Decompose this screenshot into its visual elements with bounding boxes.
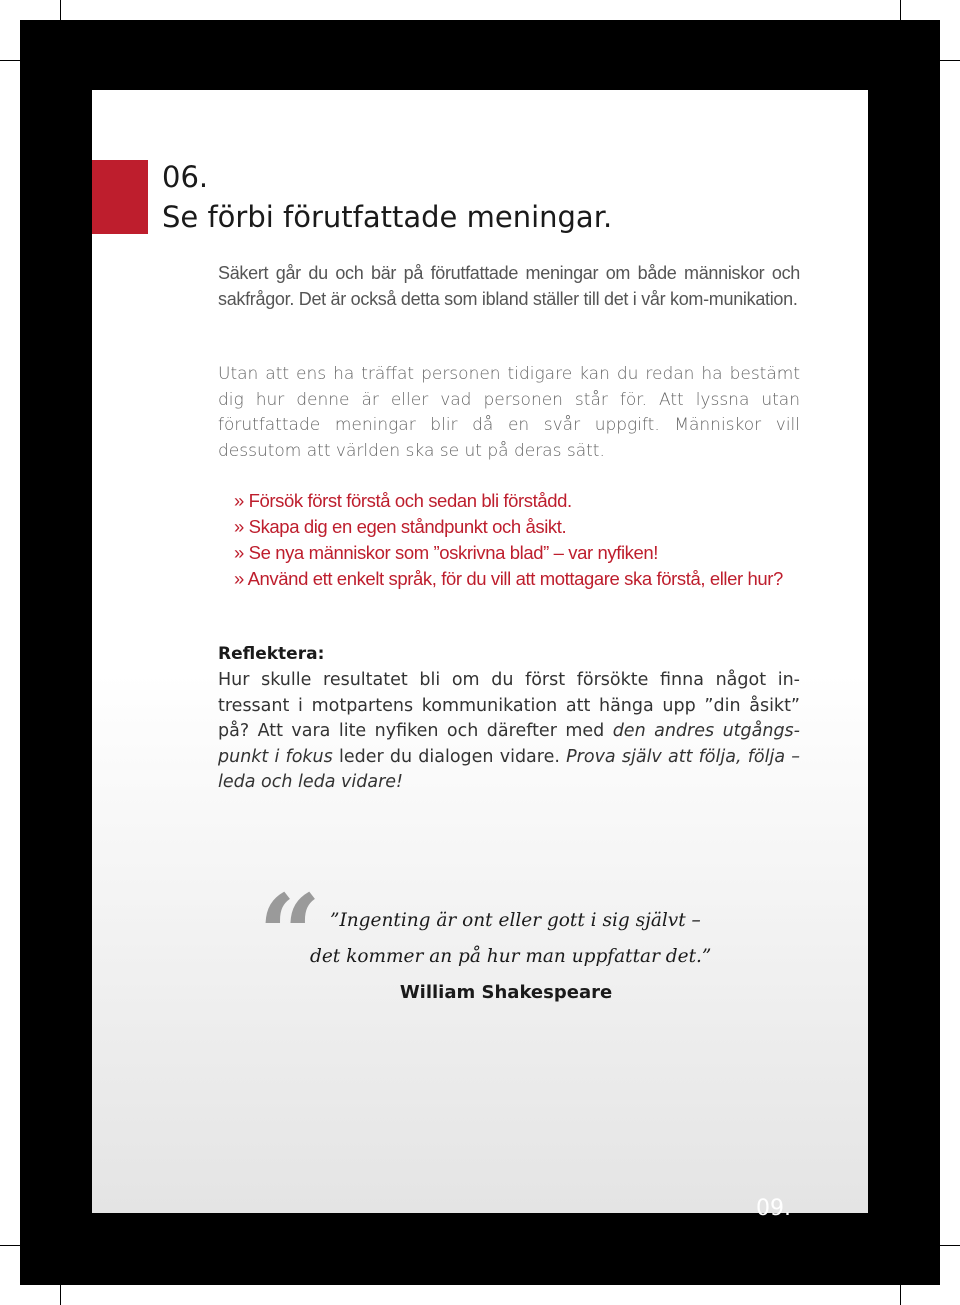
quote-mark-icon: “	[258, 870, 322, 999]
quote-line: ”Ingenting är ont eller gott i sig självt –	[330, 910, 701, 931]
chapter-title: Se förbi förutfattade meningar.	[162, 200, 613, 234]
tip-item: » Se nya människor som ”oskrivna blad” – var nyfiken!	[234, 542, 659, 563]
reflect-text: leder du dialogen vidare.	[332, 746, 567, 767]
tips-list	[234, 488, 783, 592]
quote-line: det kommer an på hur man uppfattar det.”	[310, 946, 712, 967]
reflect-emphasis: den andres utgångs-punkt i fokus	[218, 721, 800, 767]
second-paragraph: Utan att ens ha träffat personen tidigare kan du redan ha bestämt dig hur denne är eller vad personen står för. Att lyssna utan förutfattade meningar blir då en svår uppgift. Människor vill dessutom att världen ska se ut på deras sätt.	[218, 364, 800, 461]
reflect-text: Hur skulle resultatet bli om du först försökte finna något in-tressant i motpartens kommunikation att hänga upp ”din åsikt” på? Att vara lite nyfiken och därefter med	[218, 670, 800, 741]
page-content-area	[92, 90, 868, 1213]
page-number: 09.	[756, 1196, 791, 1221]
reflect-heading: Reflektera:	[218, 644, 325, 664]
reflect-emphasis: Prova själv att följa, följa – leda och leda vidare!	[218, 746, 800, 792]
reflect-body	[218, 668, 800, 796]
intro-paragraph: Säkert går du och bär på förutfattade meningar om både människor och sakfrågor. Det är också detta som ibland ställer till det i vår kom-munikation.	[218, 263, 800, 309]
chapter-number: 06.	[162, 160, 209, 194]
tip-item: » Försök först förstå och sedan bli förstådd.	[234, 490, 572, 511]
quote-author: William Shakespeare	[399, 982, 613, 1003]
chapter-accent-block	[92, 160, 148, 234]
tip-item: » Använd ett enkelt språk, för du vill att mottagare ska förstå, eller hur?	[234, 568, 783, 589]
tip-item: » Skapa dig en egen ståndpunkt och åsikt.	[234, 516, 567, 537]
